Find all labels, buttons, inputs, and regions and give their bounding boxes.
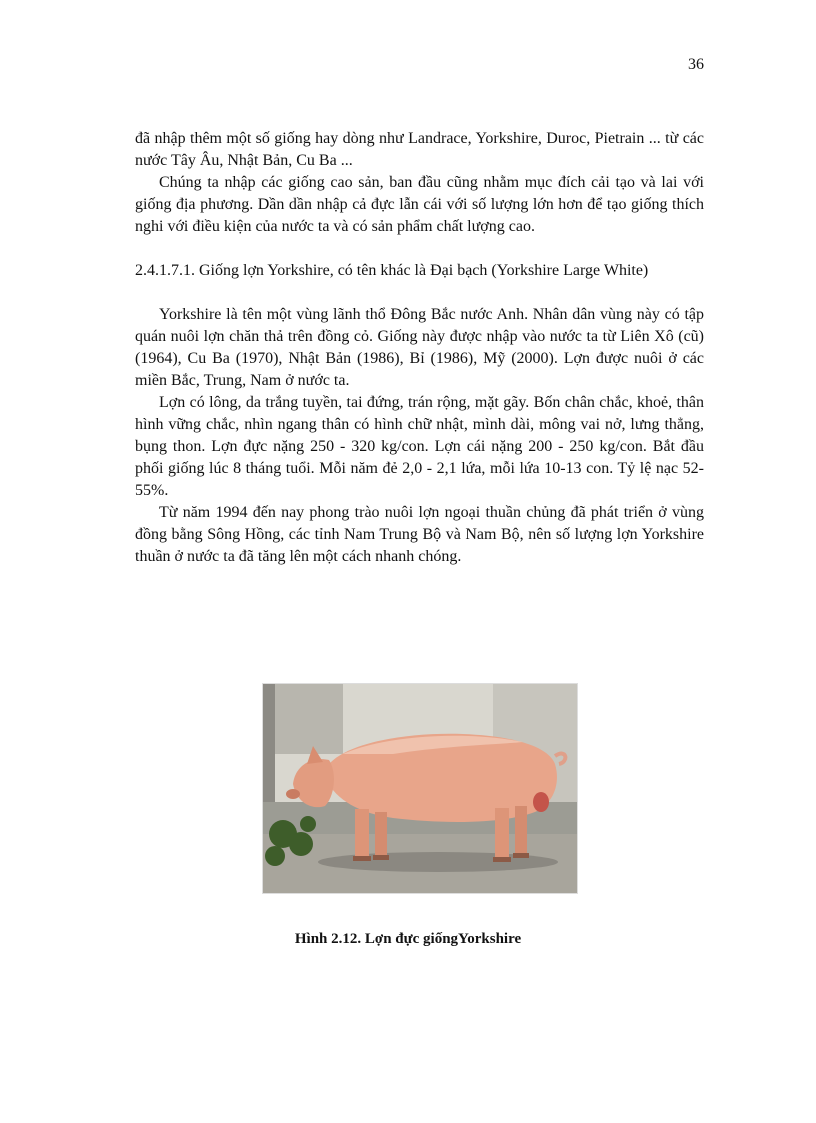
paragraph-import-purpose: Chúng ta nhập các giống cao sản, ban đầu cũng nhằm mục đích cải tạo và lai với giống địa phương. Dần dần nhập cả đực lẫn cái với số lượng lớn hơn để tạo giống thích nghi với điều kiện của nước ta và có sản phẩm chất lượng cao. xyxy=(135,174,704,235)
figure-caption: Hình 2.12. Lợn đực giốngYorkshire xyxy=(294,931,522,947)
pig-photo-illustration xyxy=(263,684,577,893)
page-number: 36 xyxy=(688,56,704,73)
paragraph-origin: Yorkshire là tên một vùng lãnh thổ Đông Bắc nước Anh. Nhân dân vùng này có tập quán nuôi lợn chăn thả trên đồng cỏ. Giống này được nhập vào nước ta từ Liên Xô (cũ) (1964), Cu Ba (1970), Nhật Bản (1986), Bỉ (1986), Mỹ (2000). Lợn được nuôi ở các miền Bắc, Trung, Nam ở nước ta. xyxy=(135,306,704,389)
spacer xyxy=(135,282,704,304)
section-heading: 2.4.1.7.1. Giống lợn Yorkshire, có tên khác là Đại bạch (Yorkshire Large White) xyxy=(135,262,649,279)
paragraph-development: Từ năm 1994 đến nay phong trào nuôi lợn ngoại thuần chủng đã phát triển ở vùng đồng bằng Sông Hồng, các tỉnh Nam Trung Bộ và Nam Bộ, nên số lượng lợn Yorkshire thuần ở nước ta đã tăng lên một cách nhanh chóng. xyxy=(135,504,704,565)
paragraph-intro: đã nhập thêm một số giống hay dòng như Landrace, Yorkshire, Duroc, Pietrain ... từ các nước Tây Âu, Nhật Bản, Cu Ba ... xyxy=(135,130,704,169)
document-body xyxy=(135,128,704,568)
paragraph-characteristics: Lợn có lông, da trắng tuyền, tai đứng, trán rộng, mặt gãy. Bốn chân chắc, khoẻ, thân hình vững chắc, nhìn ngang thân có hình chữ nhật, mình dài, mông vai nở, lưng thẳng, bụng thon. Lợn đực nặng 250 - 320 kg/con. Lợn cái nặng 200 - 250 kg/con. Bắt đầu phối giống lúc 8 tháng tuổi. Mỗi năm đẻ 2,0 - 2,1 lứa, mỗi lứa 10-13 con. Tỷ lệ nạc 52-55%. xyxy=(135,394,704,499)
figure-photo xyxy=(262,683,578,894)
